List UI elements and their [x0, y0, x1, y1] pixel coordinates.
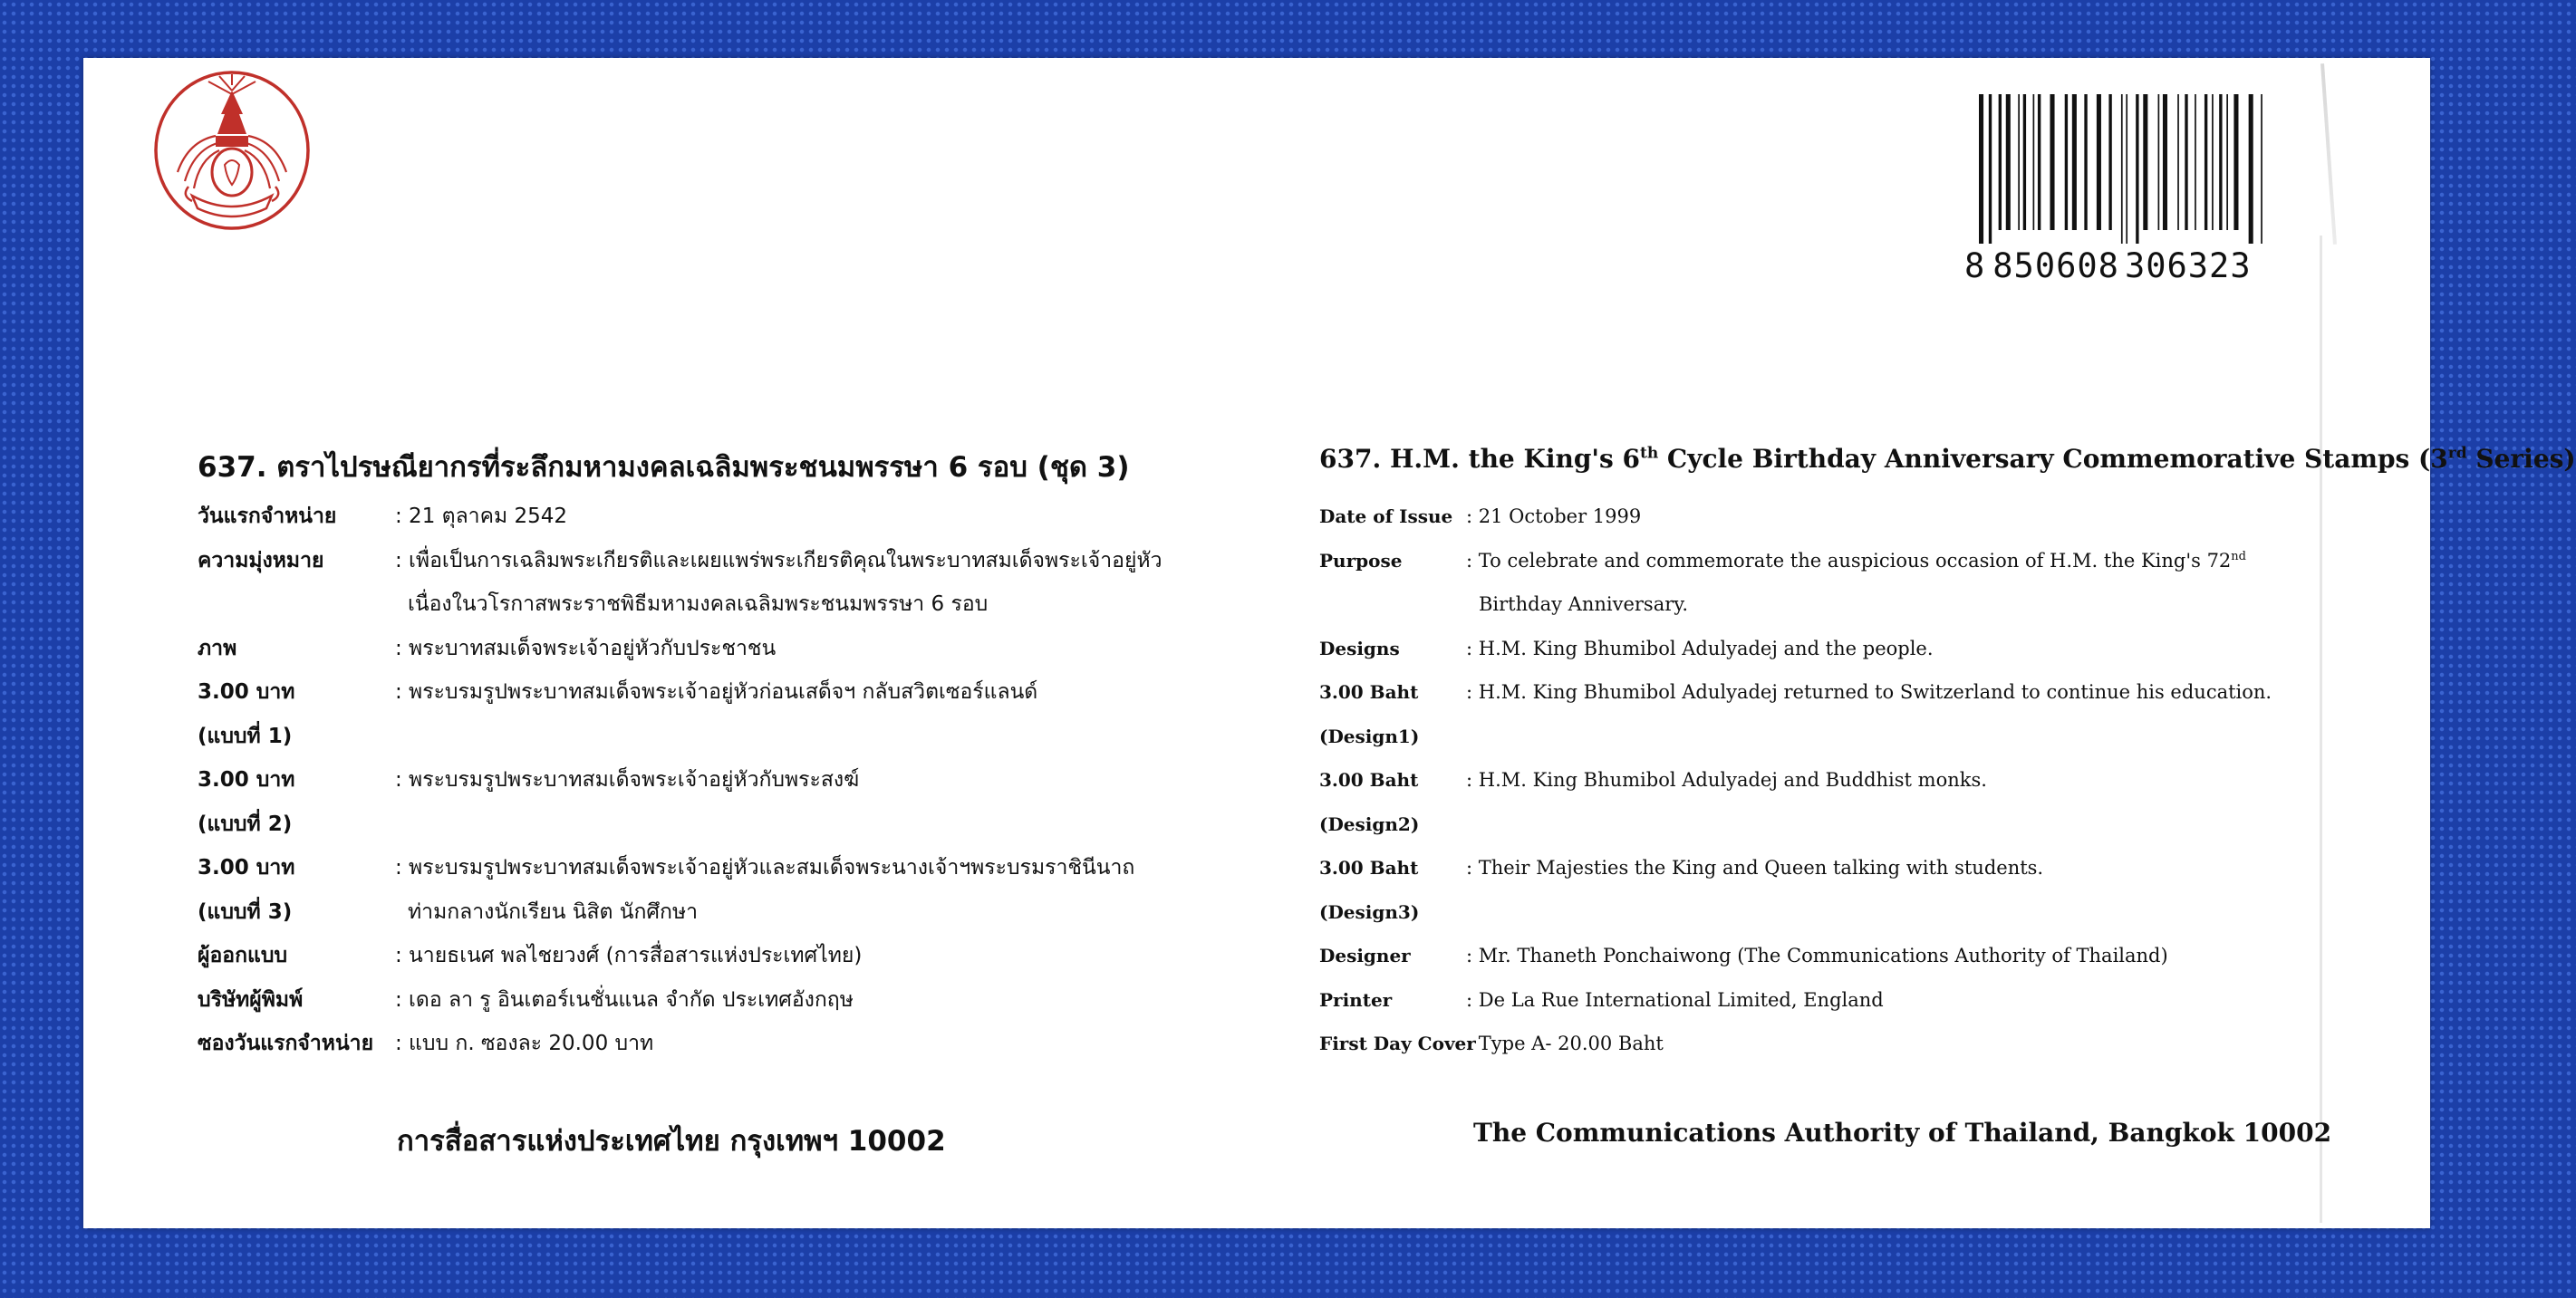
barcode-bar: [2097, 94, 2101, 230]
english-row-value: [1466, 769, 1987, 791]
barcode-right-digits: 306323: [2124, 246, 2252, 285]
thai-row-value: [395, 544, 1163, 577]
thai-footer: การสื่อสารแห่งประเทศไทย กรุงเทพฯ 10002: [397, 1125, 946, 1158]
barcode-bar: [2158, 94, 2160, 230]
english-row-label: Designer: [1319, 945, 1411, 966]
thai-row-value: [408, 588, 988, 620]
english-row-value-text: Birthday Anniversary.: [1479, 593, 1688, 615]
thai-row-value-text: : พระบาทสมเด็จพระเจ้าอยู่หัวกับประชาชน: [395, 636, 777, 660]
barcode-bar: [2226, 94, 2228, 230]
thai-row-value: [395, 676, 1037, 708]
thai-row-value-text: ท่ามกลางนักเรียน นิสิต นักศึกษา: [408, 899, 699, 924]
english-row-label: (Design2): [1319, 812, 1420, 835]
barcode-digits: [1964, 246, 2252, 285]
barcode-bar: [2177, 94, 2179, 230]
english-row-value: [1466, 550, 2246, 572]
barcode-bar: [2108, 94, 2111, 230]
english-row-value-text: : H.M. King Bhumibol Adulyadej and Buddhist monks.: [1466, 769, 1987, 791]
barcode-bar: [2136, 94, 2138, 244]
thai-row-value: [395, 939, 862, 972]
title-part-2: Cycle Birthday Anniversary Commemorative Stamps (3: [1658, 444, 2448, 474]
barcode-bar: [2163, 94, 2167, 230]
barcode-bar: [1999, 94, 2002, 230]
thai-row-value: [395, 851, 1134, 884]
thai-row-label: ภาพ: [198, 636, 237, 660]
barcode: [1857, 87, 2279, 304]
barcode-left-digits: 850608: [1992, 246, 2119, 285]
barcode-bar: [2072, 94, 2077, 230]
royal-seal-icon: [152, 71, 312, 230]
thai-row-value: [408, 896, 698, 928]
flap-edge-lower: [2320, 236, 2322, 1223]
title-sup-2: rd: [2447, 444, 2467, 463]
english-row-value: [1466, 989, 1884, 1011]
english-row-value-text: : De La Rue International Limited, England: [1466, 988, 1884, 1011]
barcode-bar: [1989, 94, 1992, 244]
barcode-bar: [2006, 94, 2011, 230]
english-row-label: 3.00 Baht: [1319, 857, 1419, 879]
barcode-bar: [2219, 94, 2222, 230]
barcode-bar: [2023, 94, 2026, 230]
english-title: [1319, 444, 2576, 474]
thai-row-value-text: : เดอ ลา รู อินเตอร์เนชั่นแนล จำกัด ประเทศอังกฤษ: [395, 987, 854, 1012]
barcode-first-digit: 8: [1964, 246, 1986, 285]
english-row-value-text: : H.M. King Bhumibol Adulyadej and the people.: [1466, 637, 1934, 659]
english-row-value: [1466, 945, 2168, 966]
english-row-value-text: : Type A- 20.00 Baht: [1466, 1033, 1664, 1054]
title-part-1: 637. H.M. the King's 6: [1319, 444, 1640, 474]
thai-row-value-text: : พระบรมรูปพระบาทสมเด็จพระเจ้าอยู่หัวก่อนเสด็จฯ กลับสวิตเซอร์แลนด์: [395, 680, 1038, 704]
thai-row-label: 3.00 บาท: [198, 768, 295, 792]
thai-row-label: ผู้ออกแบบ: [198, 944, 288, 967]
english-row-label: Purpose: [1319, 549, 1403, 572]
barcode-bar: [2249, 94, 2253, 244]
barcode-bar: [2185, 94, 2187, 230]
barcode-bar: [1979, 94, 1983, 244]
barcode-bar: [2205, 94, 2207, 230]
title-sup-1: th: [1639, 444, 1659, 463]
english-row-label: (Design3): [1319, 900, 1420, 923]
english-row-label: (Design1): [1319, 725, 1420, 747]
title-part-3: Series): [2466, 444, 2576, 474]
thai-row-label: ความมุ่งหมาย: [198, 548, 324, 572]
thai-row-value-text: : นายธเนศ พลไชยวงศ์ (การสื่อสารแห่งประเทศไทย): [395, 944, 863, 967]
thai-row-label: บริษัทผู้พิมพ์: [198, 987, 304, 1012]
barcode-bar: [2065, 94, 2068, 230]
english-row-value-text: : To celebrate and commemorate the auspicious occasion of H.M. the King's 72: [1466, 549, 2232, 572]
english-row-label: First Day Cover: [1319, 1033, 1476, 1054]
barcode-bar: [2038, 94, 2041, 230]
english-row-value: [1466, 505, 1641, 527]
english-row-label: Designs: [1319, 637, 1400, 659]
thai-row-label: 3.00 บาท: [198, 856, 295, 880]
barcode-bar: [2018, 94, 2020, 230]
english-row-value-text: : H.M. King Bhumibol Adulyadej returned to Switzerland to continue his education.: [1466, 681, 2272, 703]
thai-row-value-text: : เพื่อเป็นการเฉลิมพระเกียรติและเผยแพร่พระเกียรติคุณในพระบาทสมเด็จพระเจ้าอยู่หัว: [395, 548, 1163, 572]
thai-row-value: [395, 764, 859, 796]
thai-row-label: 3.00 บาท: [198, 680, 295, 704]
barcode-bar: [2233, 94, 2238, 230]
barcode-bars: [1979, 94, 2271, 244]
english-row-value-text: : 21 October 1999: [1466, 505, 1642, 527]
english-row-value: [1466, 857, 2043, 879]
barcode-bar: [2143, 94, 2147, 230]
thai-row-value-text: : พระบรมรูปพระบาทสมเด็จพระเจ้าอยู่หัวกับพระสงฆ์: [395, 768, 860, 792]
english-row-value: [1466, 681, 2272, 703]
barcode-bar: [2084, 94, 2087, 230]
thai-row-value: [395, 984, 854, 1016]
english-row-value: [1466, 638, 1934, 659]
english-footer: The Communications Authority of Thailand, Bangkok 10002: [1473, 1118, 2332, 1148]
thai-row-value-text: : 21 ตุลาคม 2542: [395, 505, 567, 528]
thai-row-value: [395, 500, 567, 533]
barcode-bar: [2121, 94, 2123, 244]
thai-row-label: ซองวันแรกจำหน่าย: [198, 1032, 374, 1055]
thai-title: 637. ตราไปรษณียากรที่ระลึกมหามงคลเฉลิมพระชนมพรรษา 6 รอบ (ชุด 3): [198, 451, 1130, 484]
barcode-bar: [2050, 94, 2054, 230]
thai-row-value: [395, 632, 776, 665]
english-row-value: [1466, 1033, 1664, 1054]
thai-row-value-text: : พระบรมรูปพระบาทสมเด็จพระเจ้าอยู่หัวและสมเด็จพระนางเจ้าฯพระบรมราชินีนาถ: [395, 856, 1135, 880]
english-row-value-sup: nd: [2231, 549, 2246, 563]
thai-row-label: (แบบที่ 2): [198, 812, 293, 836]
thai-row-label: (แบบที่ 3): [198, 899, 293, 924]
barcode-bar: [2033, 94, 2035, 230]
english-row-label: Date of Issue: [1319, 505, 1453, 527]
english-row-value: [1479, 593, 1688, 615]
barcode-bar: [2212, 94, 2214, 230]
barcode-bar: [2126, 94, 2127, 244]
barcode-bar: [2195, 94, 2196, 230]
thai-row-label: (แบบที่ 1): [198, 724, 293, 748]
english-row-label: 3.00 Baht: [1319, 681, 1419, 703]
barcode-bar: [2261, 94, 2262, 244]
english-row-label: Printer: [1319, 988, 1393, 1011]
thai-row-value-text: : แบบ ก. ซองละ 20.00 บาท: [395, 1032, 654, 1055]
thai-row-value-text: เนื่องในวโรกาสพระราชพิธีมหามงคลเฉลิมพระชนมพรรษา 6 รอบ: [408, 592, 989, 616]
english-row-value-text: : Their Majesties the King and Queen talking with students.: [1466, 857, 2044, 879]
english-row-value-text: : Mr. Thaneth Ponchaiwong (The Communications Authority of Thailand): [1466, 945, 2168, 966]
thai-row-label: วันแรกจำหน่าย: [198, 505, 337, 528]
thai-row-value: [395, 1027, 653, 1060]
english-row-label: 3.00 Baht: [1319, 769, 1419, 791]
